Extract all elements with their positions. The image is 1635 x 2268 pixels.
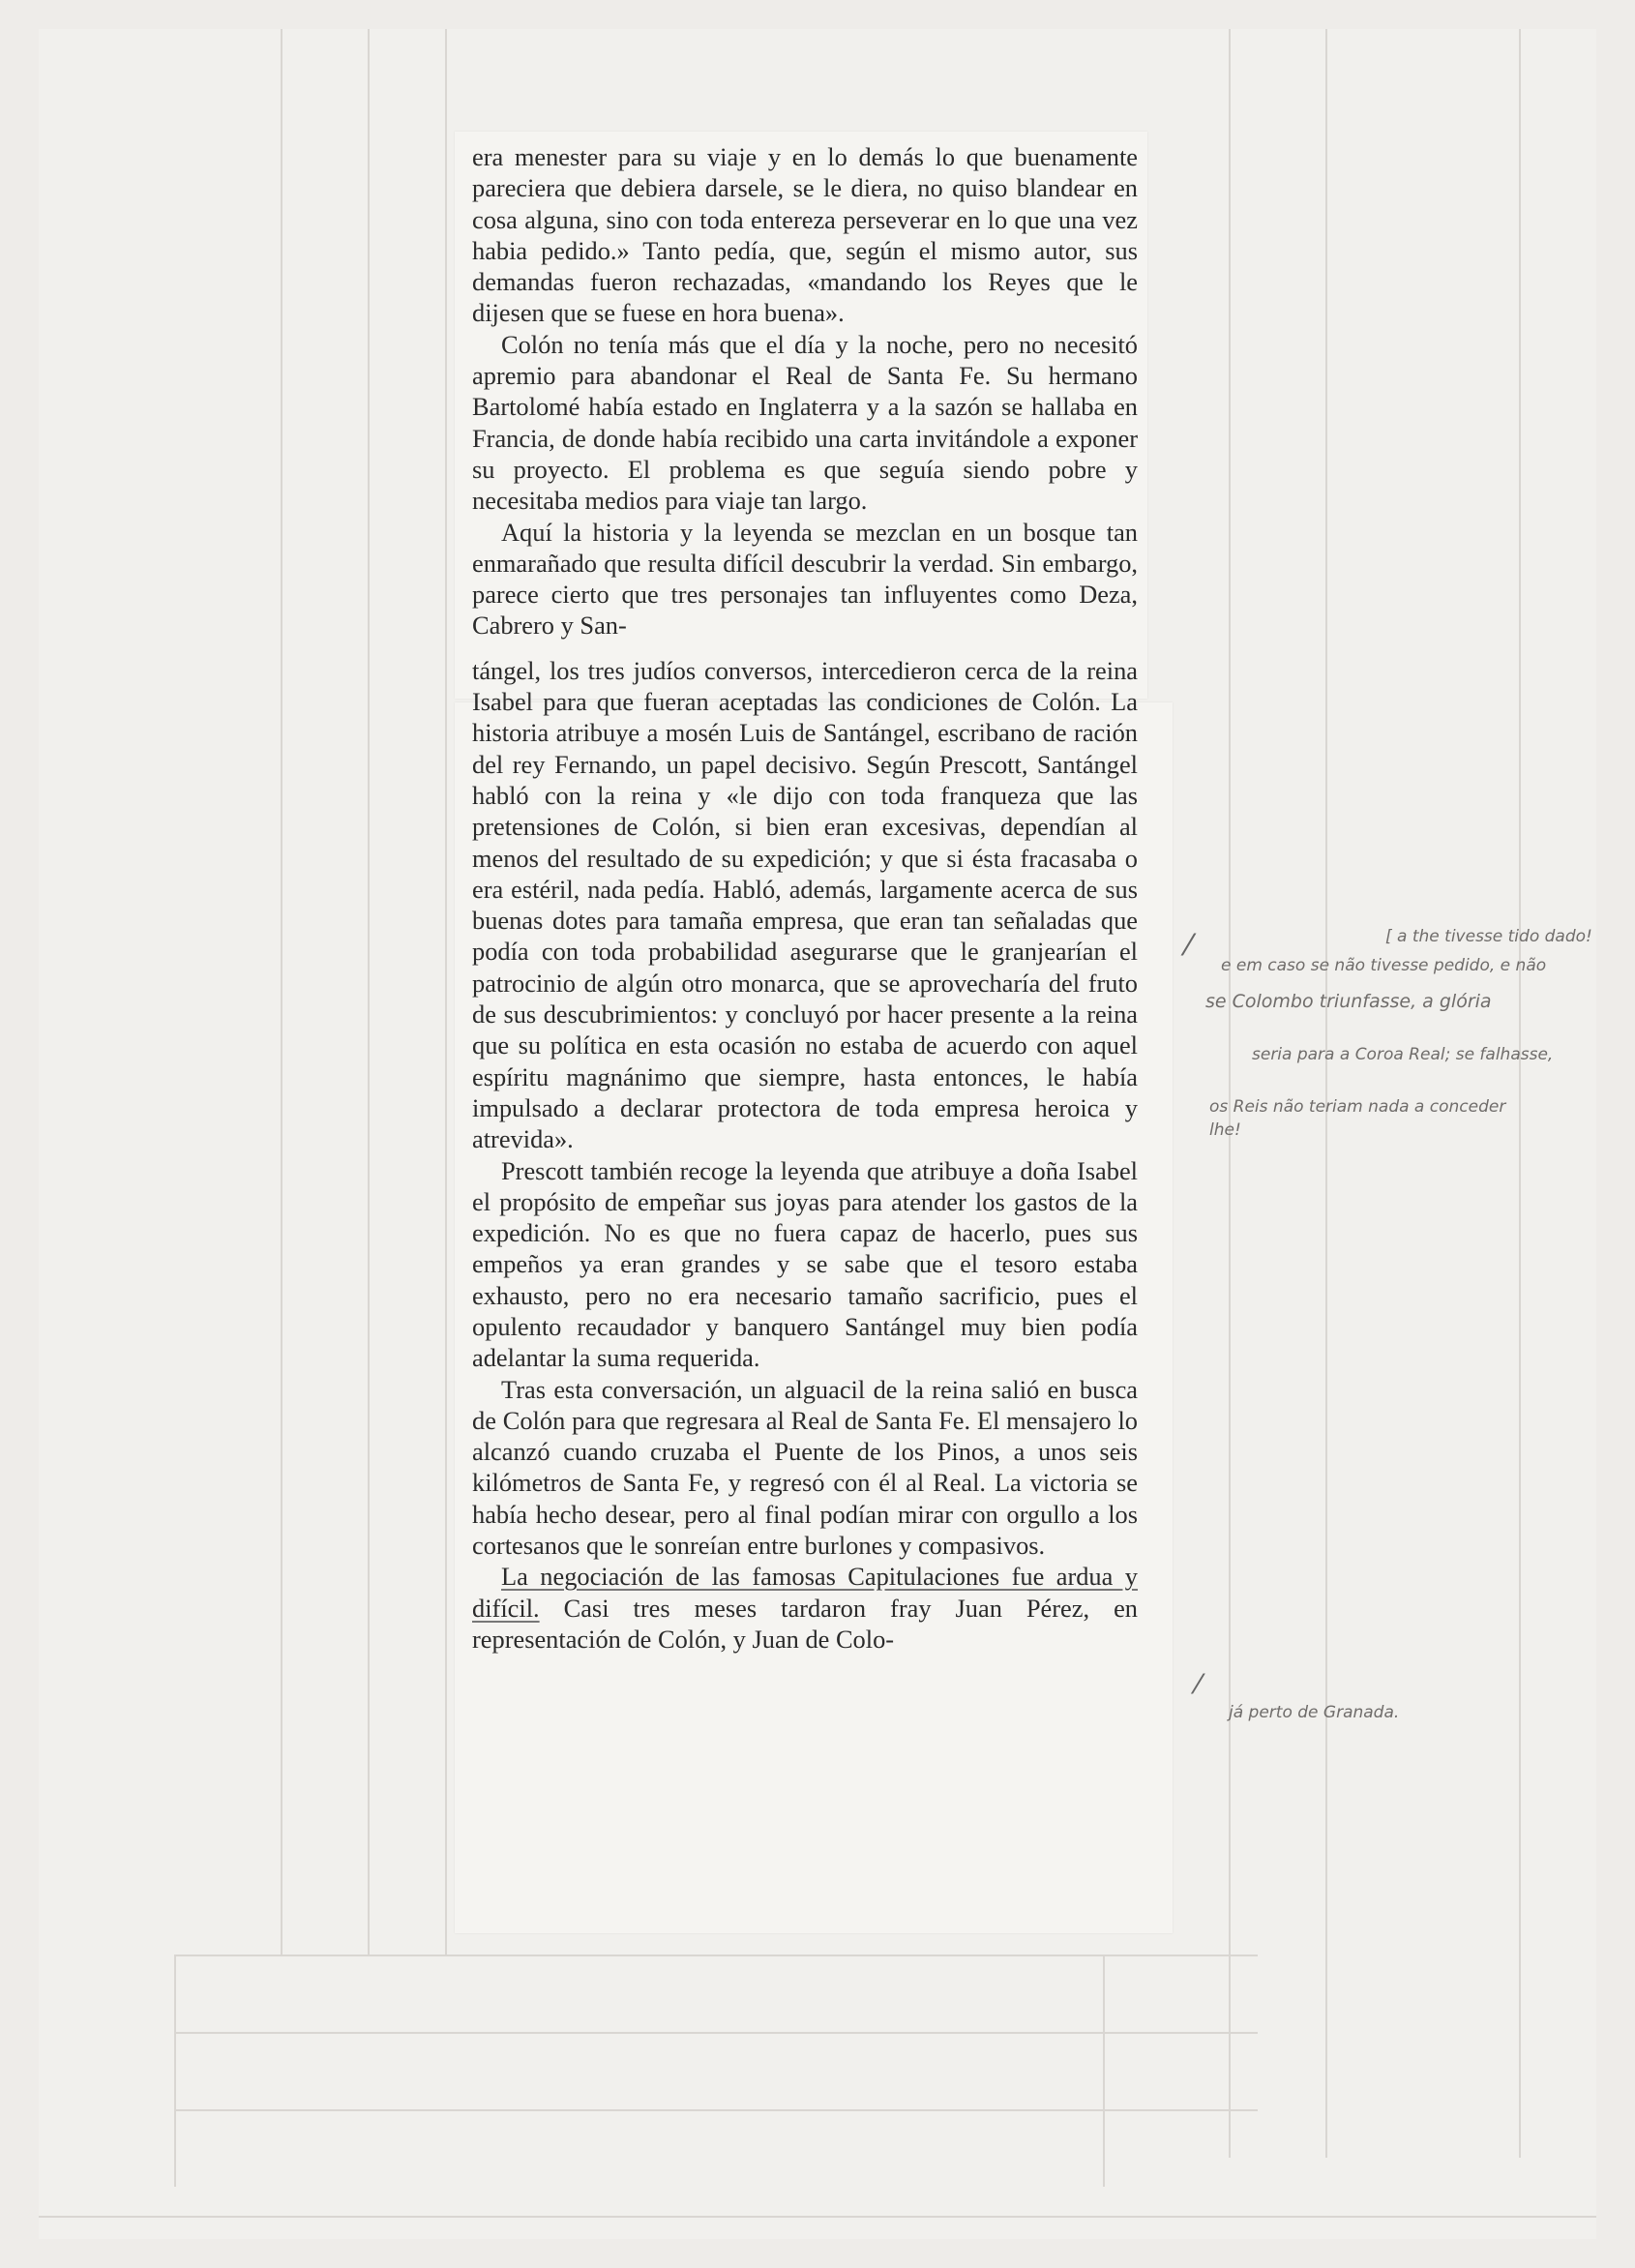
ghost-rule [174, 2032, 1258, 2034]
handwritten-note: lhe! [1209, 1120, 1241, 1140]
margin-mark: ⁄ [1186, 929, 1192, 963]
ghost-rule [174, 1955, 1258, 1956]
ghost-rule [368, 29, 370, 1955]
ghost-rule [1229, 29, 1231, 2158]
margin-mark: ⁄ [1196, 1668, 1201, 1700]
paragraph-final [472, 1561, 1138, 1655]
handwritten-note: os Reis não teriam nada a conceder [1209, 1097, 1506, 1117]
body-text [472, 141, 1138, 1655]
ghost-rule [281, 29, 282, 1955]
paragraph: Tras esta conversación, un alguacil de la reina salió en busca de Colón para que regresara al Real de Santa Fe. El mensajero lo alcanzó cuando cruzaba el Puente de los Pinos, a unos seis kilómetros de Santa Fe, y regresó con él al Real. La victoria se había hecho desear, pero al final podían mirar con orgullo a los cortesanos que le sonreían entre burlones y compasivos. [472, 1374, 1138, 1561]
handwritten-note: já perto de Granada. [1229, 1703, 1400, 1722]
handwritten-note: se Colombo triunfasse, a glória [1205, 991, 1492, 1012]
paragraph: Aquí la historia y la leyenda se mezclan en un bosque tan enmarañado que resulta difícil descubrir la verdad. Sin embargo, parece cierto que tres personajes tan influyentes como Deza, Cabrero y San- [472, 517, 1138, 641]
paragraph: tángel, los tres judíos conversos, intercedieron cerca de la reina Isabel para que fueran aceptadas las condiciones de Colón. La historia atribuye a mosén Luis de Santángel, escribano de ración del rey Fernando, un papel decisivo. Según Prescott, Santángel habló con la reina y «le dijo con toda franqueza que las pretensiones de Colón, si bien eran excesivas, dependían al menos del resultado de su expedición; y que si ésta fracasaba o era estéril, nada pedía. Habló, además, largamente acerca de sus buenas dotes para tamaña empresa, que eran tan señaladas que podía con toda probabilidad asegurarse que le granjearían el patrocinio de algún otro monarca, que se aprovecharía del fruto de sus descubrimientos: y concluyó por hacer presente a la reina que su política en esta ocasión no estaba de acuerdo con aquel espíritu magnánimo que siempre, hasta entonces, le había impulsado a declarar protectora de toda empresa heroica y atrevida». [472, 655, 1138, 1154]
ghost-rule [445, 29, 447, 1955]
paragraph: Prescott también recoge la leyenda que atribuye a doña Isabel el propósito de empeñar sus joyas para atender los gastos de la expedición. No es que no fuera capaz de hacerlo, pues sus empeños ya eran grandes y se sabe que el tesoro estaba exhausto, pero no era necesario tamaño sacrificio, pues el opulento recaudador y banquero Santángel muy bien podía adelantar la suma requerida. [472, 1155, 1138, 1373]
ghost-rule [1103, 1955, 1105, 2187]
handwritten-note: [ a the tivesse tido dado! [1385, 927, 1592, 946]
ghost-rule [174, 1955, 176, 2187]
ghost-rule [39, 2216, 1596, 2218]
paragraph: Colón no tenía más que el día y la noche, pero no necesitó apremio para abandonar el Real de Santa Fe. Su hermano Bartolomé había estado en Inglaterra y a la sazón se hallaba en Francia, de donde había recibido una carta invitándole a exponer su proyecto. El problema es que seguía siendo pobre y necesitaba medios para viaje tan largo. [472, 329, 1138, 516]
handwritten-note: seria para a Coroa Real; se falhasse, [1252, 1045, 1554, 1064]
ghost-rule [1325, 29, 1327, 2158]
ghost-rule [1519, 29, 1521, 2158]
ghost-rule [174, 2109, 1258, 2111]
underlined-sentence: La negociación de las famosas Capitulaciones fue ardua y difícil. [472, 1562, 1138, 1623]
paragraph: era menester para su viaje y en lo demás lo que buenamente pareciera que debiera darsele, se le diera, no quiso blandear en cosa alguna, sino con toda entereza perseverar en lo que una vez habia pedido.» Tanto pedía, que, según el mismo autor, sus demandas fueron rechazadas, «mandando los Reyes que le dijesen que se fuese en hora buena». [472, 142, 1138, 328]
handwritten-note: e em caso se não tivesse pedido, e não [1221, 956, 1547, 975]
paragraph-rest: Casi tres meses tardaron fray Juan Pérez, en representación de Colón, y Juan de Colo- [472, 1593, 1138, 1654]
